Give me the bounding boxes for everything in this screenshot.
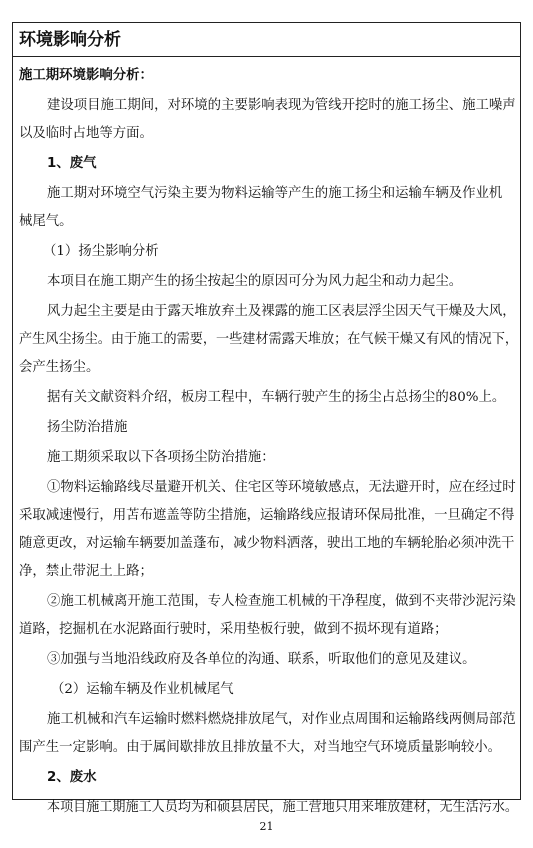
paragraph-line: 本项目施工期施工人员均为和硕县居民，施工营地只用来堆放建材，无生活污水。 — [47, 800, 519, 815]
section-title: 环境影响分析 — [19, 30, 121, 50]
heading-waste-water: 2、废水 — [47, 770, 97, 785]
paragraph-line: 施工机械和汽车运输时燃料燃烧排放尾气，对作业点周围和运输路线两侧局部范 — [47, 712, 516, 727]
paragraph-line: 风力起尘主要是由于露天堆放弃土及裸露的施工区表层浮尘因天气干燥及大风， — [47, 304, 516, 319]
page-number: 21 — [259, 820, 274, 833]
paragraph-line: 据有关文献资料介绍，板房工程中，车辆行驶产生的扬尘占总扬尘的80%上。 — [47, 390, 506, 405]
paragraph-line: 净，禁止带泥土上路； — [19, 564, 153, 579]
heading-vehicle-exhaust: （2）运输车辆及作业机械尾气 — [51, 682, 234, 697]
paragraph-line: 施工期对环境空气污染主要为物料运输等产生的施工扬尘和运输车辆及作业机 — [47, 186, 503, 201]
heading-dust-analysis: （1）扬尘影响分析 — [43, 244, 159, 259]
paragraph-line: 产生风尘扬尘。由于施工的需要，一些建材需露天堆放；在气候干燥又有风的情况下， — [19, 332, 519, 347]
section-title-row — [13, 23, 520, 57]
paragraph-line: 道路，挖掘机在水泥路面行驶时，采用垫板行驶，做到不损坏现有道路； — [19, 622, 448, 637]
paragraph-line: 械尾气。 — [19, 214, 73, 229]
heading-waste-gas: 1、废气 — [47, 156, 97, 171]
paragraph-line: ③加强与当地沿线政府及各单位的沟通、联系，听取他们的意见及建议。 — [47, 652, 476, 667]
paragraph-line: 采取减速慢行，用苫布遮盖等防尘措施，运输路线应报请环保局批准，一旦确定不得 — [19, 508, 515, 523]
heading-dust-measures: 扬尘防治措施 — [47, 420, 128, 435]
paragraph-line: 随意更改，对运输车辆要加盖蓬布，减少物料洒落，驶出工地的车辆轮胎必须冲洗干 — [19, 536, 515, 551]
paragraph-line: ②施工机械离开施工范围，专人检查施工机械的干净程度，做到不夹带沙泥污染 — [47, 594, 516, 609]
paragraph-line: ①物料运输路线尽量避开机关、住宅区等环境敏感点，无法避开时，应在经过时 — [47, 480, 516, 495]
paragraph-line: 以及临时占地等方面。 — [19, 126, 153, 141]
paragraph-line: 围产生一定影响。由于属间歇排放且排放量不大，对当地空气环境质量影响较小。 — [19, 740, 502, 755]
page-frame — [12, 22, 521, 815]
subsection-heading: 施工期环境影响分析： — [19, 68, 153, 83]
paragraph-line: 施工期须采取以下各项扬尘防治措施： — [47, 450, 275, 465]
paragraph-line: 会产生扬尘。 — [19, 360, 100, 375]
paragraph-line: 建设项目施工期间，对环境的主要影响表现为管线开挖时的施工扬尘、施工噪声 — [47, 98, 516, 113]
paragraph-line: 本项目在施工期产生的扬尘按起尘的原因可分为风力起尘和动力起尘。 — [47, 274, 463, 289]
